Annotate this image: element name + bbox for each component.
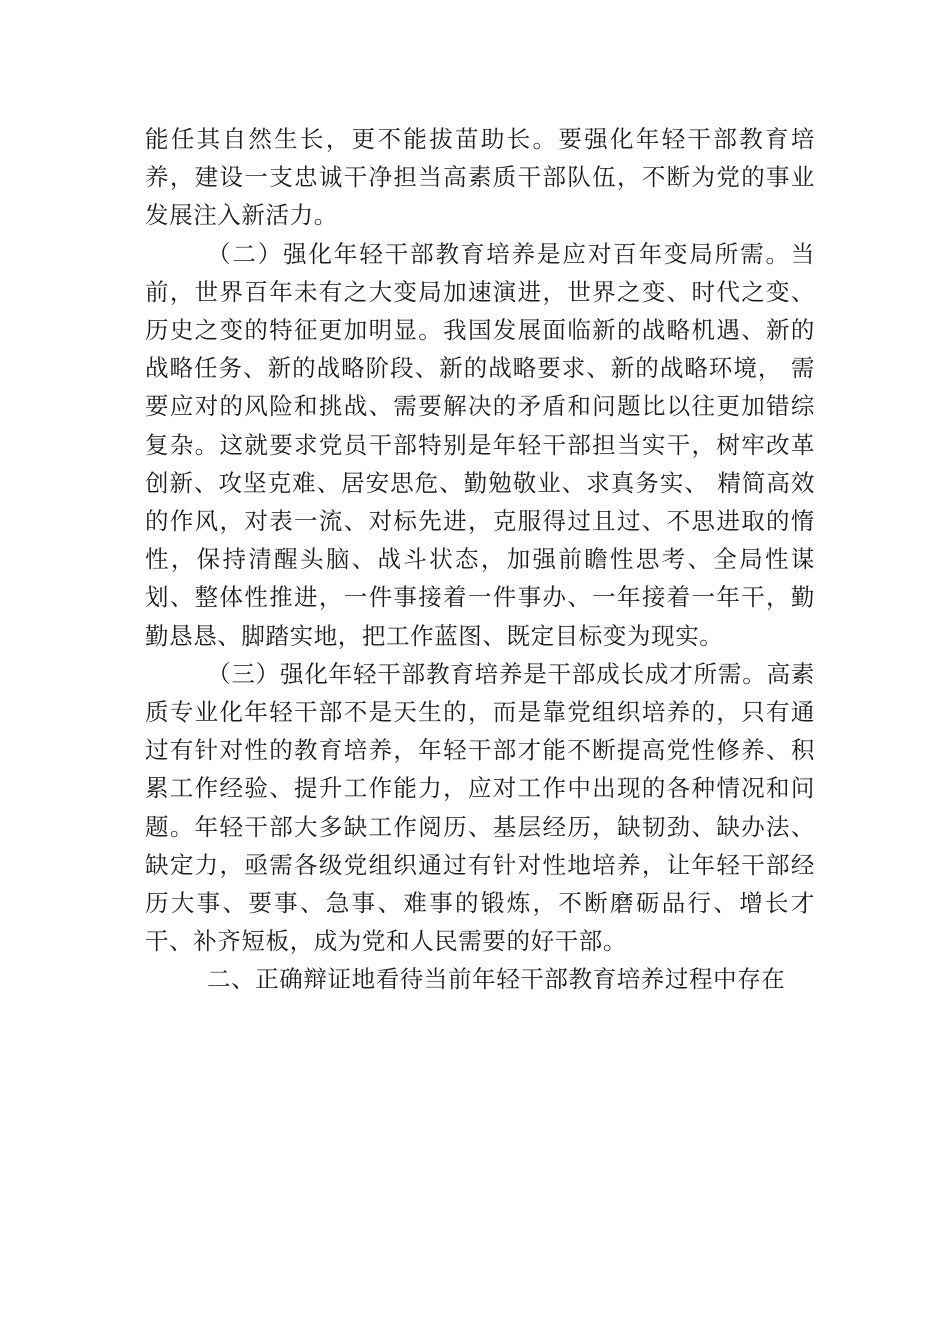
- paragraph-section-two: （二）强化年轻干部教育培养是应对百年变局所需。当前，世界百年未有之大变局加速演进，世界之变、时代之变、历史之变的特征更加明显。我国发展面临新的战略机遇、新的战略任务、新的战略阶段、新的战略要求、新的战略环境， 需要应对的风险和挑战、需要解决的矛盾和问题比以往更加错综复杂。这就要求党员干部特别是年轻干部担当实干，树牢改革创新、攻坚克难、居安思危、勤勉敬业、求真务实、 精简高效的作风，对表一流、对标先进，克服得过且过、不思进取的惰性，保持清醒头脑、战斗状态，加强前瞻性思考、全局性谋划、整体性推进，一件事接着一件事办、一年接着一年干，勤勤恳恳、脚踏实地，把工作蓝图、既定目标变为现实。: [145, 239, 815, 650]
- paragraph-heading-part-two: 二、正确辩证地看待当前年轻干部教育培养过程中存在: [207, 965, 786, 994]
- paragraph-section-three: （三）强化年轻干部教育培养是干部成长成才所需。高素质专业化年轻干部不是天生的，而是靠党组织培养的，只有通过有针对性的教育培养，年轻干部才能不断提高党性修养、积累工作经验、提升工作能力，应对工作中出现的各种情况和问题。年轻干部大多缺工作阅历、基层经历，缺韧劲、缺办法、缺定力，亟需各级党组织通过有针对性地培养，让年轻干部经历大事、要事、急事、难事的锻炼，不断磨砺品行、增长才干、补齐短板，成为党和人民需要的好干部。: [145, 659, 815, 956]
- document-body: [145, 120, 815, 999]
- paragraph-continuation: 能任其自然生长，更不能拔苗助长。要强化年轻干部教育培养，建设一支忠诚干净担当高素质干部队伍，不断为党的事业发展注入新活力。: [145, 125, 815, 230]
